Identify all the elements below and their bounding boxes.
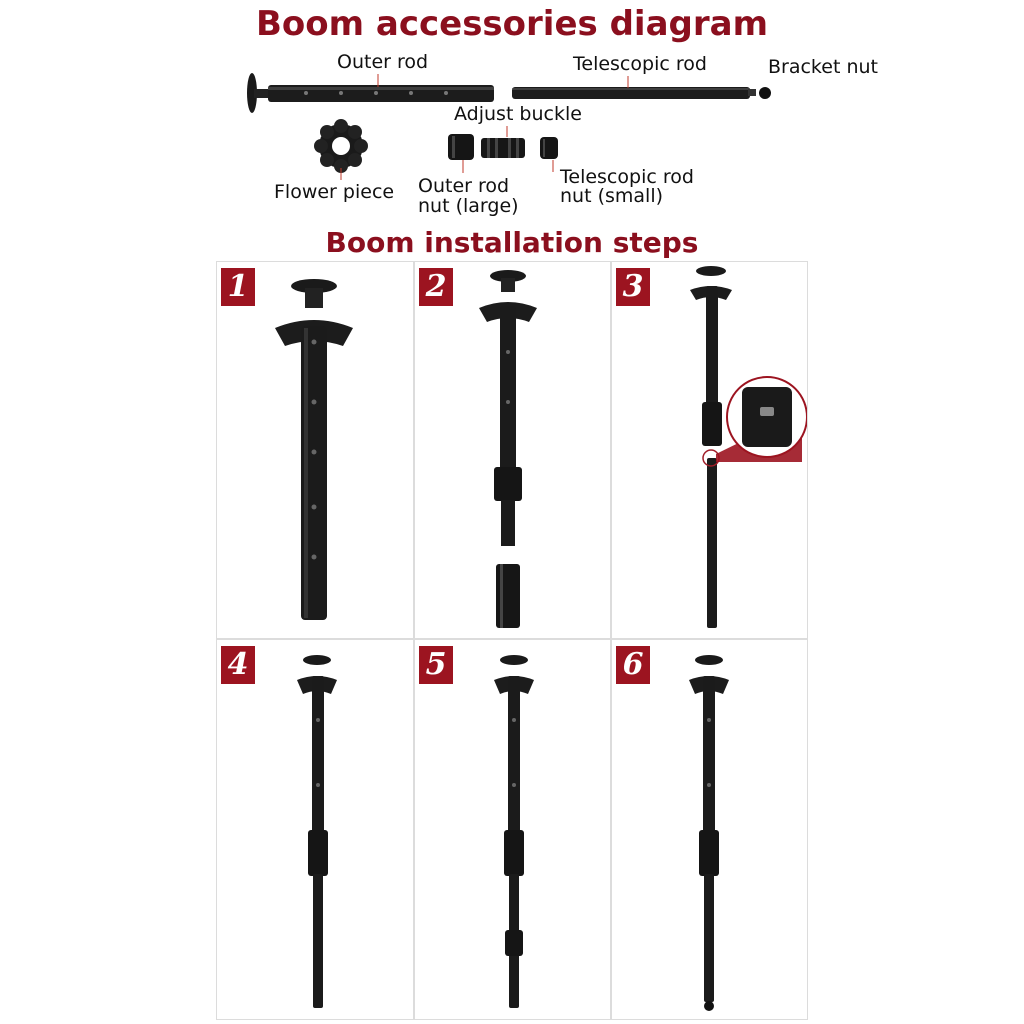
telescopic-rod-part: [512, 87, 756, 99]
step-3-illustration: [612, 262, 808, 639]
outer-rod-nut-part: [448, 134, 474, 160]
step-badge-6: 6: [616, 646, 650, 684]
step-badge-1: 1: [221, 268, 255, 306]
installation-title: Boom installation steps: [325, 226, 699, 259]
telescopic-rod-nut-label-line1: Telescopic rod: [560, 166, 694, 188]
telescopic-rod-label: Telescopic rod: [573, 53, 707, 75]
adjust-buckle-part: [481, 138, 525, 158]
bracket-nut-label: Bracket nut: [768, 56, 878, 78]
adjust-buckle-label: Adjust buckle: [454, 103, 582, 125]
telescopic-rod-nut-label-line2: nut (small): [560, 185, 664, 207]
outer-rod-nut-label-line2: nut (large): [418, 195, 519, 217]
step-5-illustration: [415, 640, 611, 1020]
step-panel-4: [216, 639, 414, 1020]
flower-piece-label: Flower piece: [274, 181, 395, 203]
bracket-nut-part: [759, 87, 771, 99]
telescopic-rod-nut-part: [540, 137, 558, 159]
step-panel-5: [414, 639, 611, 1020]
step-badge-5: 5: [419, 646, 453, 684]
step-badge-4: 4: [221, 646, 255, 684]
step-2-illustration: [415, 262, 611, 639]
step-badge-2: 2: [419, 268, 453, 306]
step-panel-2: [414, 261, 611, 639]
step-6-illustration: [612, 640, 808, 1020]
outer-rod-nut-label-line1: Outer rod: [418, 175, 510, 197]
flower-piece-part: [314, 119, 368, 173]
accessories-title: Boom accessories diagram: [255, 4, 768, 44]
step-panel-1: [216, 261, 414, 639]
outer-rod-label: Outer rod: [337, 51, 429, 73]
step-4-illustration: [217, 640, 414, 1020]
step-badge-3: 3: [616, 268, 650, 306]
step-panel-3: [611, 261, 808, 639]
step-panel-6: [611, 639, 808, 1020]
step-1-illustration: [217, 262, 414, 639]
